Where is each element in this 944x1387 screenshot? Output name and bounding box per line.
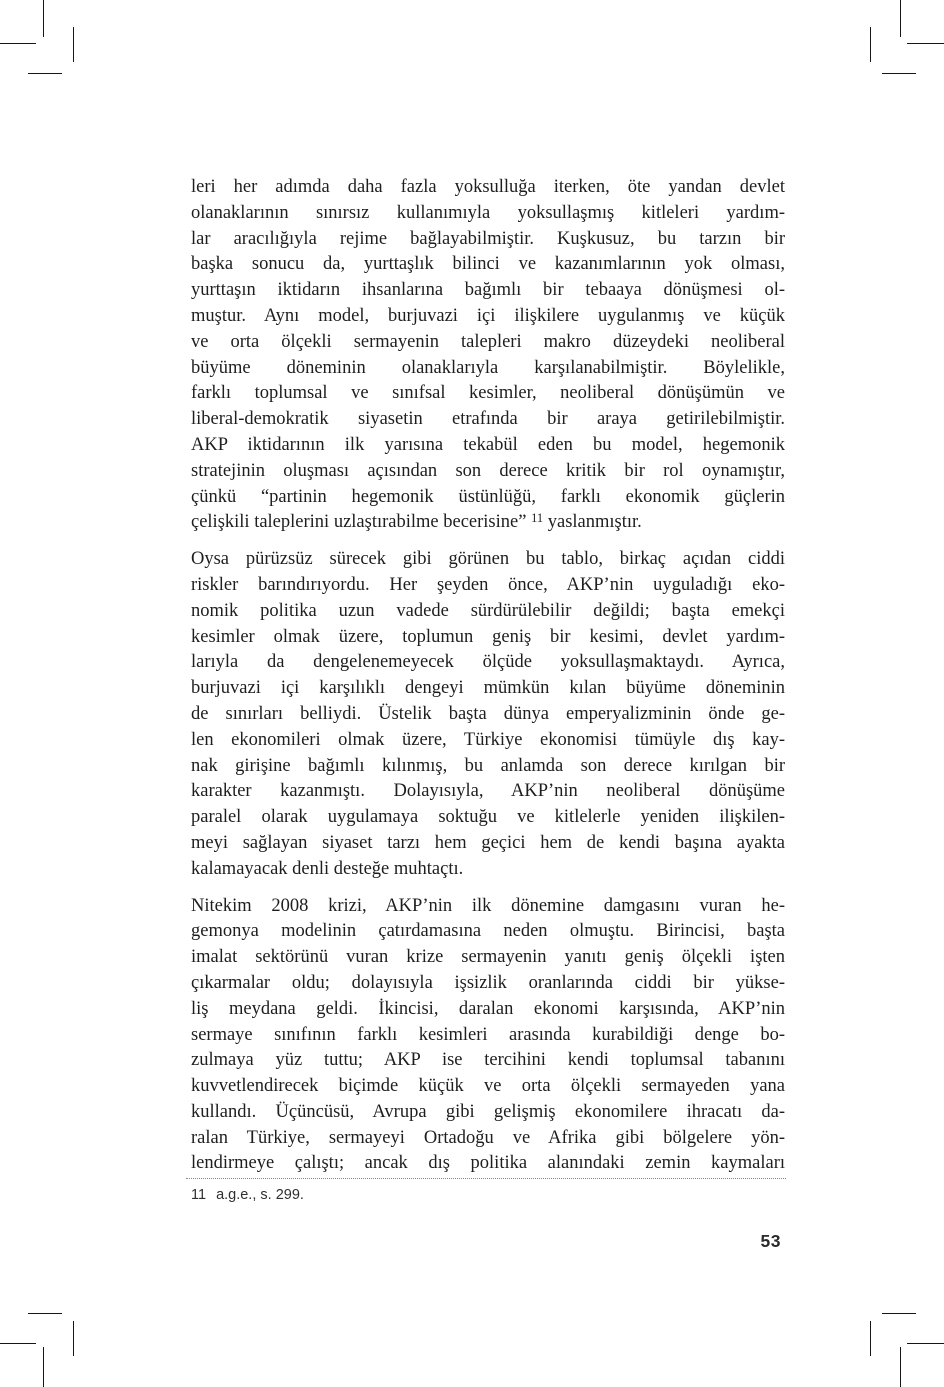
text-line: nak girişine bağımlı kılınmış, bu anlamda son derece kırılgan bir bbox=[191, 755, 785, 776]
footnote-reference: 11 bbox=[531, 511, 544, 526]
text-line: de sınırları belliydi. Üstelik başta dünya emperyalizminin önde ge- bbox=[191, 703, 785, 724]
crop-mark-bottom-right-outer-vertical bbox=[900, 1347, 901, 1387]
text-line: meyi sağlayan siyaset tarzı hem geçici hem de kendi başına ayakta bbox=[191, 832, 785, 853]
footnote-number: 11 bbox=[191, 1187, 207, 1204]
text-column bbox=[191, 175, 785, 1204]
text-line: çıkarmalar oldu; dolayısıyla işsizlik oranlarında ciddi bir yükse- bbox=[191, 972, 785, 993]
text-line: olanaklarının sınırsız kullanımıyla yoksullaşmış kitleleri yardım- bbox=[191, 202, 785, 223]
text-line: çünkü “partinin hegemonik üstünlüğü, farklı ekonomik güçlerin bbox=[191, 486, 785, 507]
text-line: muştur. Aynı model, burjuvazi içi ilişkilere uygulanmış ve küçük bbox=[191, 305, 785, 326]
footnote-text: a.g.e., s. 299. bbox=[216, 1187, 304, 1204]
text-line: sermaye sınıfının farklı kesimleri arasında kurabildiği denge bo- bbox=[191, 1024, 785, 1045]
text-line: ve orta ölçekli sermayenin talepleri makro düzeydeki neoliberal bbox=[191, 331, 785, 352]
text-line: Oysa pürüzsüz sürecek gibi görünen bu tablo, birkaç açıdan ciddi bbox=[191, 549, 785, 570]
crop-mark-bottom-right-inner-vertical bbox=[870, 1321, 871, 1356]
paragraph-1-last-line bbox=[191, 510, 785, 536]
text-line: AKP iktidarının ilk yarısına tekabül eden bu model, hegemonik bbox=[191, 434, 785, 455]
text-line: larıyla da dengelenemeyecek ölçüde yoksullaşmaktaydı. Ayrıca, bbox=[191, 652, 785, 673]
footnote bbox=[191, 1186, 785, 1204]
text-line: liberal-demokratik siyasetin etrafında bir araya getirilebilmiştir. bbox=[191, 409, 785, 430]
text-line: farklı toplumsal ve sınıfsal kesimler, neoliberal dönüşümün ve bbox=[191, 383, 785, 404]
text-line: nomik politika uzun vadede sürdürülebilir değildi; başta emekçi bbox=[191, 600, 785, 621]
page-number: 53 bbox=[760, 1231, 781, 1251]
text-line: yurttaşın iktidarın ihsanlarına bağımlı bir tebaaya dönüşmesi ol- bbox=[191, 280, 785, 301]
paragraph-1 bbox=[191, 175, 785, 510]
crop-mark-bottom-left-inner-horizontal bbox=[28, 1313, 62, 1314]
text-line: büyüme döneminin olanaklarıyla karşılanabilmiştir. Böylelikle, bbox=[191, 357, 785, 378]
text-line: burjuvazi içi karşılıklı dengeyi mümkün kılan büyüme döneminin bbox=[191, 678, 785, 699]
text-line: liş meydana geldi. İkincisi, daralan ekonomi karşısında, AKP’nin bbox=[191, 998, 785, 1019]
crop-mark-top-right-inner-horizontal bbox=[882, 73, 916, 74]
crop-mark-top-right-outer-horizontal bbox=[907, 43, 944, 44]
paragraph-2 bbox=[191, 547, 785, 882]
crop-mark-top-right-inner-vertical bbox=[870, 27, 871, 62]
text-line: paralel olarak uygulamaya soktuğu ve kitlelerle yeniden ilişkilen- bbox=[191, 807, 785, 828]
text-line: karakter kazanmıştı. Dolayısıyla, AKP’nin neoliberal dönüşüme bbox=[191, 781, 785, 802]
text-line: kesimler olmak üzere, toplumun geniş bir kesimi, devlet yardım- bbox=[191, 626, 785, 647]
crop-mark-bottom-left-outer-horizontal bbox=[0, 1343, 36, 1344]
crop-mark-top-left-inner-horizontal bbox=[28, 73, 62, 74]
crop-mark-top-right-outer-vertical bbox=[900, 0, 901, 37]
text-line: Nitekim 2008 krizi, AKP’nin ilk dönemine damgasını vuran he- bbox=[191, 895, 785, 916]
crop-mark-bottom-right-outer-horizontal bbox=[907, 1343, 944, 1344]
text-line: kalamayacak denli desteğe muhtaçtı. bbox=[191, 858, 464, 879]
paragraph-3 bbox=[191, 894, 785, 1178]
text-line: kuvvetlendirecek biçimde küçük ve orta ölçekli sermayeden yana bbox=[191, 1076, 785, 1097]
crop-mark-bottom-right-inner-horizontal bbox=[882, 1313, 916, 1314]
footnote-separator bbox=[186, 1178, 786, 1179]
text-line: başka sonucu da, yurttaşlık bilinci ve kazanımlarının yok olması, bbox=[191, 254, 785, 275]
crop-mark-bottom-left-outer-vertical bbox=[43, 1347, 44, 1387]
crop-mark-bottom-left-inner-vertical bbox=[73, 1321, 74, 1356]
text-line: lar aracılığıyla rejime bağlayabilmiştir. Kuşkusuz, bu tarzın bir bbox=[191, 228, 785, 249]
text-line: lendirmeye çalıştı; ancak dış politika alanındaki zemin kaymaları bbox=[191, 1153, 785, 1174]
text-line: imalat sektörünü vuran krize sermayenin yanıtı geniş ölçekli işten bbox=[191, 947, 785, 968]
text-line: stratejinin oluşması açısından son derece kritik bir rol oynamıştır, bbox=[191, 460, 785, 481]
text-segment: yaslanmıştır. bbox=[543, 512, 642, 533]
text-line: riskler barındırıyordu. Her şeyden önce, AKP’nin uyguladığı eko- bbox=[191, 574, 785, 595]
crop-mark-top-left-outer-horizontal bbox=[0, 43, 36, 44]
text-line: kullandı. Üçüncüsü, Avrupa gibi gelişmiş ekonomilere ihracatı da- bbox=[191, 1101, 785, 1122]
crop-mark-top-left-outer-vertical bbox=[43, 0, 44, 37]
text-line: len ekonomileri olmak üzere, Türkiye ekonomisi tümüyle dış kay- bbox=[191, 729, 785, 750]
text-line: gemonya modelinin çatırdamasına neden olmuştu. Birincisi, başta bbox=[191, 921, 785, 942]
text-line: leri her adımda daha fazla yoksulluğa iterken, öte yandan devlet bbox=[191, 177, 785, 197]
text-line: zulmaya yüz tuttu; AKP ise tercihini kendi toplumsal tabanını bbox=[191, 1050, 785, 1071]
crop-mark-top-left-inner-vertical bbox=[73, 27, 74, 62]
text-segment: çelişkili taleplerini uzlaştırabilme becerisine” bbox=[191, 512, 532, 533]
text-line: ralan Türkiye, sermayeyi Ortadoğu ve Afrika gibi bölgelere yön- bbox=[191, 1127, 785, 1148]
